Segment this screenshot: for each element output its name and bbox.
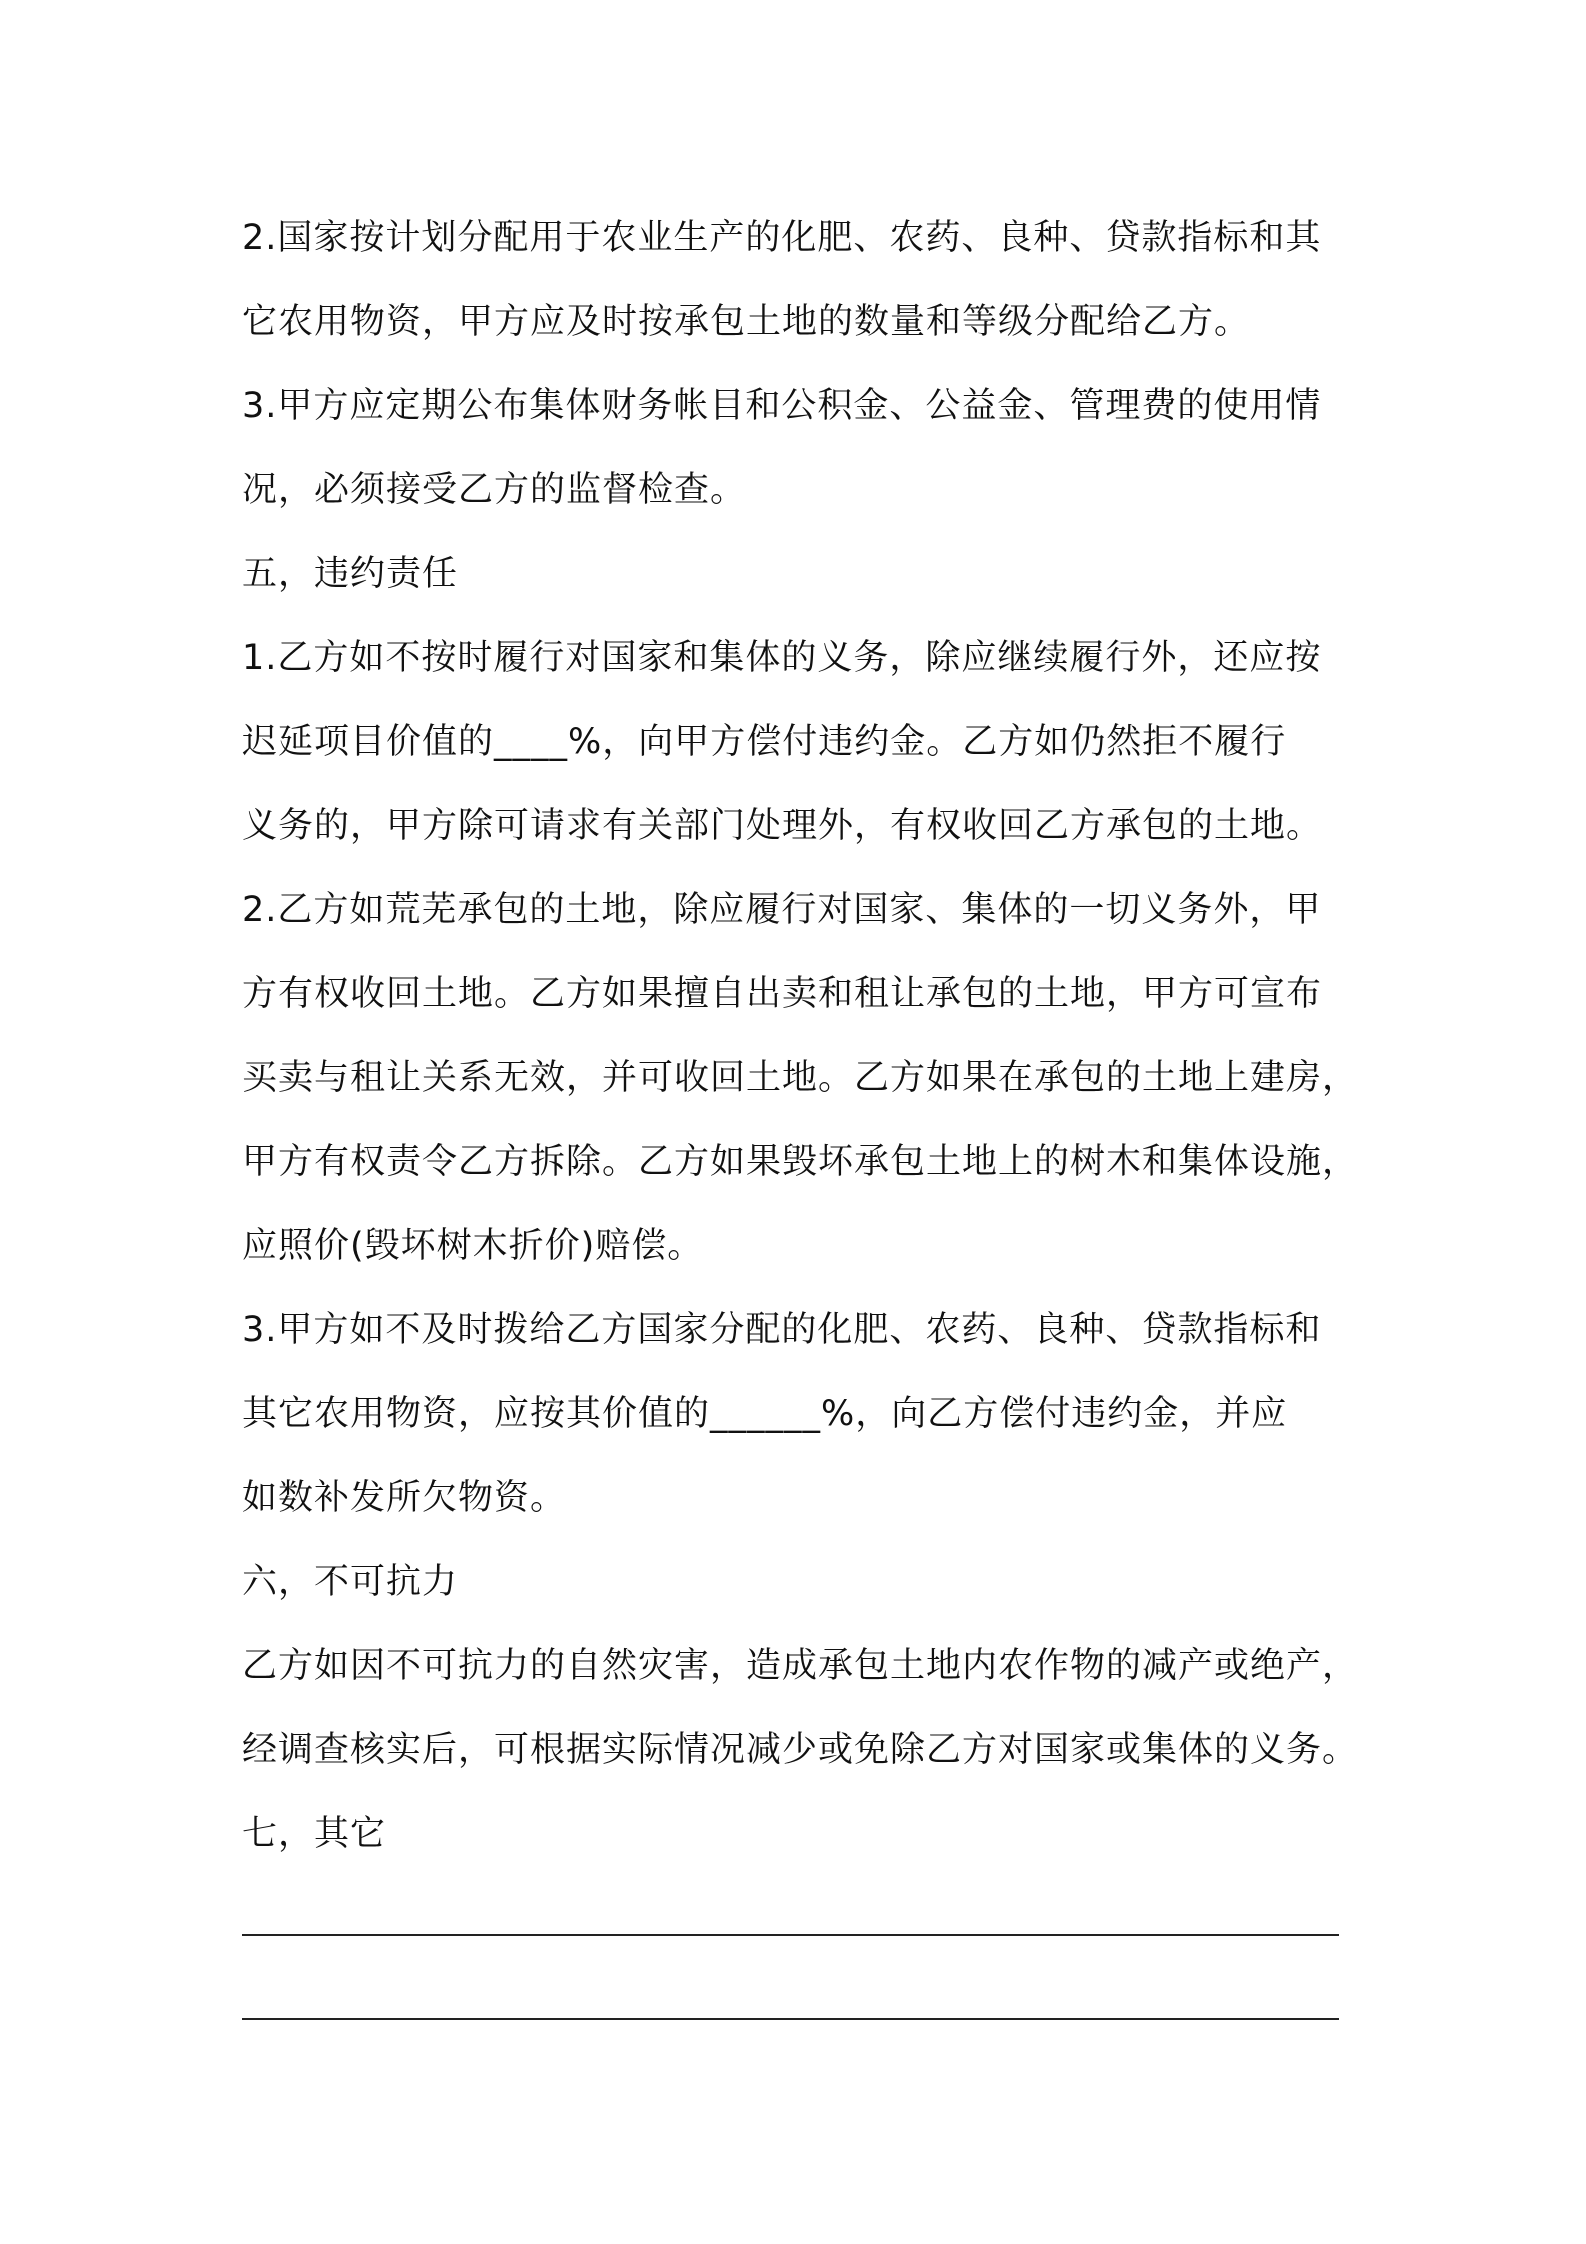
fill-in-blank-line-1 bbox=[242, 1876, 1382, 1960]
section-heading-other: 七，其它 bbox=[242, 1814, 387, 1854]
text-line: 况，必须接受乙方的监督检查。 bbox=[242, 470, 747, 510]
text-line: 3.甲方如不及时拨给乙方国家分配的化肥、农药、良种、贷款指标和 bbox=[242, 1310, 1322, 1350]
text-line: 2.乙方如荒芜承包的土地，除应履行对国家、集体的一切义务外，甲 bbox=[242, 890, 1322, 930]
text-line: 迟延项目价值的____%，向甲方偿付违约金。乙方如仍然拒不履行 bbox=[242, 722, 1287, 762]
text-line: 1.乙方如不按时履行对国家和集体的义务，除应继续履行外，还应按 bbox=[242, 638, 1322, 678]
text-line: 3.甲方应定期公布集体财务帐目和公积金、公益金、管理费的使用情 bbox=[242, 386, 1322, 426]
text-line: 买卖与租让关系无效，并可收回土地。乙方如果在承包的土地上建房， bbox=[242, 1058, 1359, 1098]
fill-in-blank-line-2 bbox=[242, 1960, 1382, 2044]
text-line: 甲方有权责令乙方拆除。乙方如果毁坏承包土地上的树木和集体设施， bbox=[242, 1142, 1359, 1182]
text-line: 义务的，甲方除可请求有关部门处理外，有权收回乙方承包的土地。 bbox=[242, 806, 1323, 846]
underline-rule bbox=[242, 1934, 1339, 1936]
section-heading-breach-liability: 五，违约责任 bbox=[242, 554, 459, 594]
text-line: 它农用物资，甲方应及时按承包土地的数量和等级分配给乙方。 bbox=[242, 302, 1251, 342]
document-body bbox=[242, 196, 1382, 2044]
underline-rule bbox=[242, 2018, 1339, 2020]
text-line: 2.国家按计划分配用于农业生产的化肥、农药、良种、贷款指标和其 bbox=[242, 218, 1322, 258]
text-line: 应照价(毁坏树木折价)赔偿。 bbox=[242, 1226, 704, 1266]
text-line: 如数补发所欠物资。 bbox=[242, 1478, 567, 1518]
text-line: 其它农用物资，应按其价值的______%，向乙方偿付违约金，并应 bbox=[242, 1394, 1288, 1434]
text-line: 方有权收回土地。乙方如果擅自出卖和租让承包的土地，甲方可宣布 bbox=[242, 974, 1323, 1014]
text-line: 乙方如因不可抗力的自然灾害，造成承包土地内农作物的减产或绝产， bbox=[242, 1646, 1359, 1686]
text-line: 经调查核实后，可根据实际情况减少或免除乙方对国家或集体的义务。 bbox=[242, 1730, 1359, 1770]
section-heading-force-majeure: 六，不可抗力 bbox=[242, 1562, 459, 1602]
